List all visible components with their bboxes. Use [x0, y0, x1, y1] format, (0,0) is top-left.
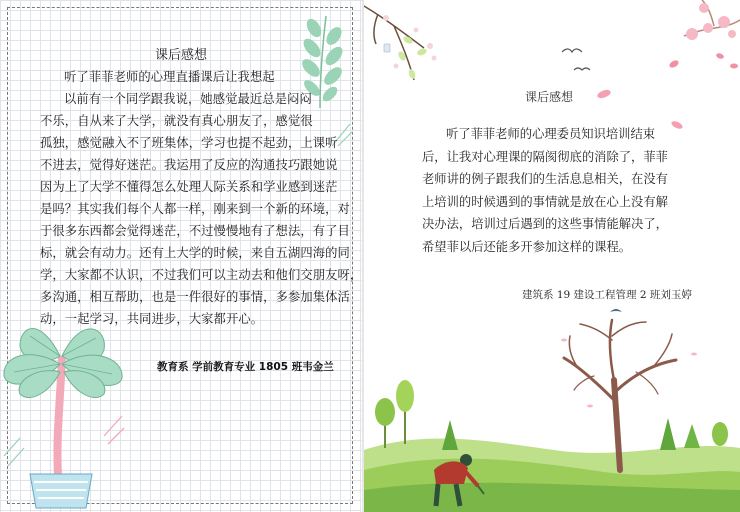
essay-line: 动，一起学习，共同进步，大家都开心。 — [40, 312, 264, 326]
essay-line: 后，让我对心理课的隔阂彻底的消除了，菲菲 — [422, 149, 668, 164]
essay-line: 多沟通，相互帮助，也是一件很好的事情，多参加集体活 — [40, 290, 350, 304]
essay-body — [40, 66, 362, 330]
essay-line: 不乐，自从来了大学，就没有真心朋友了，感觉很 — [40, 114, 313, 128]
essay-line: 学，大家都不认识，不过我们可以主动去和他们交朋友呀， — [40, 268, 362, 282]
essay-line: 是吗？其实我们每个人都一样，刚来到一个新的环境，对 — [40, 202, 350, 216]
essay-line: 于很多东西都会觉得迷茫，不过慢慢地有了想法，有了目 — [40, 224, 350, 238]
floral-branch-icon — [364, 0, 454, 90]
page-title: 课后感想 — [524, 90, 573, 104]
essay-line: 听了菲菲老师的心理委员知识培训结束 — [446, 127, 656, 141]
landscape-illustration — [364, 300, 740, 512]
essay-line: 老师讲的例子跟我们的生活息息相关，在没有 — [422, 172, 668, 186]
cherry-blossom-icon — [644, 0, 740, 90]
essay-line: 希望菲以后还能多开参加这样的课程。 — [422, 239, 632, 254]
birds-icon — [560, 42, 600, 82]
essay-line: 听了菲菲老师的心理直播课后让我想起 — [64, 70, 275, 84]
signature: 教育系 学前教育专业 1805 班韦金兰 — [157, 361, 334, 373]
essay-body — [422, 123, 692, 258]
potted-plant-icon — [0, 316, 130, 512]
essay-line: 标，就会有动力。还有上大学的时候，来自五湖四海的同 — [40, 246, 350, 260]
essay-line: 以前有一个同学跟我说，她感觉最近总是闷闷 — [64, 92, 312, 106]
essay-line: 孤独，感觉融入不了班集体，学习也提不起劲，上课听 — [40, 136, 338, 150]
left-page — [0, 0, 362, 512]
essay-line: 上培训的时候遇到的事情就是放在心上没有解 — [422, 194, 668, 209]
page-title: 课后感想 — [154, 48, 207, 63]
essay-line: 不进去，觉得好迷茫。我运用了反应的沟通技巧跟她说 — [40, 158, 338, 172]
essay-line: 因为上了大学不懂得怎么处理人际关系和学业感到迷茫 — [40, 180, 338, 194]
essay-line: 决办法，培训过后遇到的这些事情能解决了， — [422, 217, 668, 231]
signature: 建筑系 19 建设工程管理 2 班刘玉婷 — [522, 289, 692, 301]
right-page — [364, 0, 740, 512]
